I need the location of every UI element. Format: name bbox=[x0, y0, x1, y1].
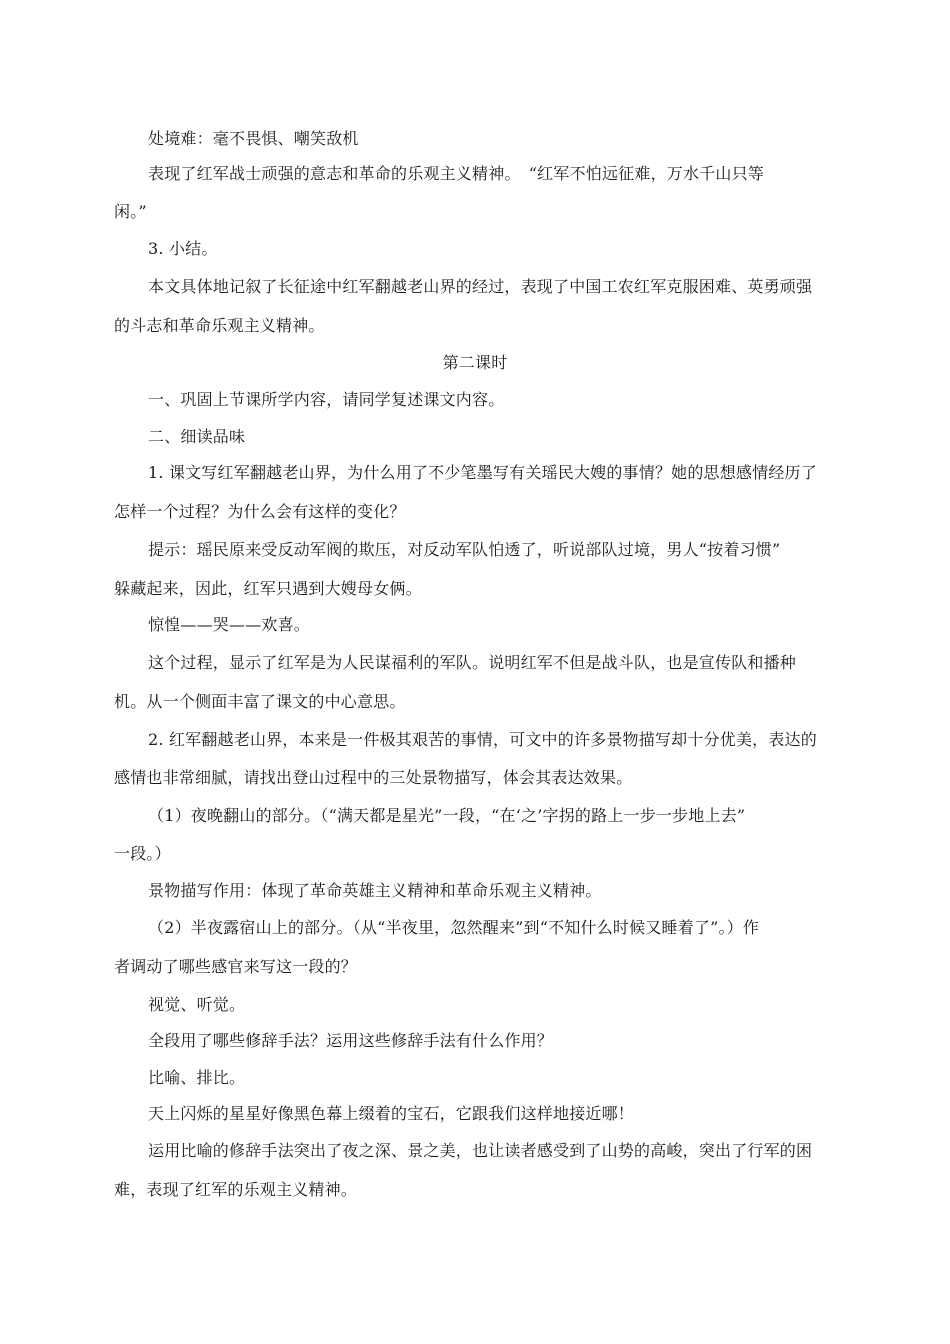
paragraph-line: 这个过程，显示了红军是为人民谋福利的军队。说明红军不但是战斗队，也是宣传队和播种 bbox=[148, 653, 797, 672]
paragraph-line: 本文具体地记叙了长征途中红军翻越老山界的经过，表现了中国工农红军克服困难、英勇顽强 bbox=[148, 277, 813, 296]
paragraph-line: 二、细读品味 bbox=[148, 427, 246, 446]
paragraph-line: 感情也非常细腻，请找出登山过程中的三处景物描写，体会其表达效果。 bbox=[114, 768, 633, 787]
paragraph-line: 惊惶——哭——欢喜。 bbox=[148, 615, 311, 634]
paragraph-line: 难，表现了红军的乐观主义精神。 bbox=[114, 1180, 358, 1199]
paragraph-line: 比喻、排比。 bbox=[148, 1068, 246, 1087]
paragraph-line: 1. 课文写红军翻越老山界，为什么用了不少笔墨写有关瑶民大嫂的事情？她的思想感情经历了 bbox=[148, 463, 817, 482]
paragraph-line: 运用比喻的修辞手法突出了夜之深、景之美，也让读者感受到了山势的高峻，突出了行军的困 bbox=[148, 1141, 813, 1160]
paragraph-line: 者调动了哪些感官来写这一段的？ bbox=[114, 957, 358, 976]
paragraph-line: （2）半夜露宿山上的部分。（从“半夜里，忽然醒来”到“不知什么时候又睡着了”。）作 bbox=[148, 918, 760, 937]
paragraph-line: 3. 小结。 bbox=[148, 239, 218, 258]
paragraph-line: 提示：瑶民原来受反动军阀的欺压，对反动军队怕透了，听说部队过境，男人“按着习惯” bbox=[148, 540, 781, 559]
paragraph-line: 表现了红军战士顽强的意志和革命的乐观主义精神。 “红军不怕远征难，万水千山只等 bbox=[148, 164, 764, 183]
paragraph-line: 视觉、听觉。 bbox=[148, 995, 246, 1014]
paragraph-line: 一、巩固上节课所学内容，请同学复述课文内容。 bbox=[148, 390, 505, 409]
paragraph-line: 一段。） bbox=[114, 844, 171, 863]
paragraph-line: 处境难：毫不畏惧、嘲笑敌机 bbox=[148, 129, 359, 148]
paragraph-line: 全段用了哪些修辞手法？运用这些修辞手法有什么作用？ bbox=[148, 1031, 554, 1050]
section-heading: 第二课时 bbox=[442, 353, 508, 372]
paragraph-line: （1）夜晚翻山的部分。（“满天都是星光”一段，“在‘之’字拐的路上一步一步地上去” bbox=[148, 806, 746, 825]
paragraph-line: 闲。” bbox=[114, 202, 147, 221]
paragraph-line: 景物描写作用：体现了革命英雄主义精神和革命乐观主义精神。 bbox=[148, 881, 602, 900]
paragraph-line: 怎样一个过程？为什么会有这样的变化？ bbox=[114, 502, 406, 521]
paragraph-line: 的斗志和革命乐观主义精神。 bbox=[114, 316, 325, 335]
paragraph-line: 机。从一个侧面丰富了课文的中心意思。 bbox=[114, 692, 406, 711]
paragraph-line: 天上闪烁的星星好像黑色幕上缀着的宝石，它跟我们这样地接近哪！ bbox=[148, 1104, 635, 1123]
paragraph-line: 2. 红军翻越老山界，本来是一件极其艰苦的事情，可文中的许多景物描写却十分优美，表达的 bbox=[148, 730, 817, 749]
paragraph-line: 躲藏起来，因此，红军只遇到大嫂母女俩。 bbox=[114, 579, 422, 598]
